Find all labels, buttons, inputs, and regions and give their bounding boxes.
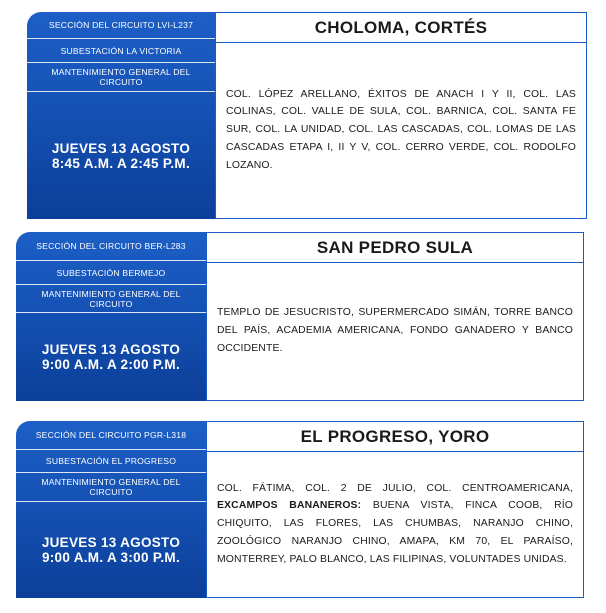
schedule: [27, 92, 215, 219]
affected-zones: COL. LÓPEZ ARELLANO, ÉXITOS DE ANACH I Y II, COL. LAS COLINAS, COL. VALLE DE SULA, COL. BARNICA, COL. SANTA FE SUR, COL. LA UNIDAD, COL. LAS CASCADAS, COL. LOMAS DE LAS CASCADAS ETAPA I, II Y V, COL. CERRO VERDE, COL. RODOLFO LOZANO.: [226, 88, 576, 171]
zones-group-label: EXCAMPOS BANANEROS:: [217, 500, 362, 512]
schedule-date: JUEVES 13 AGOSTO: [51, 140, 191, 156]
maintenance-type: MANTENIMIENTO GENERAL DEL CIRCUITO: [27, 63, 215, 92]
substation: SUBESTACIÓN LA VICTORIA: [27, 39, 215, 63]
zones-intro: COL. FÁTIMA, COL. 2 DE JULIO, COL. CENTROAMERICANA,: [217, 482, 573, 494]
schedule-time: 8:45 A.M. A 2:45 P.M.: [51, 155, 191, 171]
circuit-section: SECCIÓN DEL CIRCUITO BER-L283: [16, 232, 206, 261]
maintenance-type: MANTENIMIENTO GENERAL DEL CIRCUITO: [16, 285, 206, 313]
city-title: CHOLOMA, CORTÉS: [216, 13, 586, 43]
schedule-date: JUEVES 13 AGOSTO: [41, 342, 181, 357]
zones-list: BUENA VISTA, FINCA COOB, RÍO CHIQUITO, LAS FLORES, LAS CHUMBAS, NARANJO CHINO, ZOOLÓGICO NARANJO CHINO, AMAPA, KM 70, EL PARAÍSO, MONTERREY, PALO BLANCO, LAS FILIPINAS, VOLUNTADES UNIDAS.: [217, 500, 574, 565]
circuit-info-panel: [27, 12, 215, 219]
affected-zones: [217, 451, 573, 597]
schedule: [16, 313, 206, 401]
schedule-date: JUEVES 13 AGOSTO: [41, 535, 181, 550]
outage-card-choloma: [27, 12, 587, 219]
substation: SUBESTACIÓN BERMEJO: [16, 261, 206, 285]
affected-area-panel: [206, 421, 584, 598]
affected-area-panel: [206, 232, 584, 401]
schedule: [16, 502, 206, 598]
affected-zones: TEMPLO DE JESUCRISTO, SUPERMERCADO SIMÁN, TORRE BANCO DEL PAÍS, ACADEMIA AMERICANA, FONDO GANADERO Y BANCO OCCIDENTE.: [217, 307, 573, 354]
maintenance-type: MANTENIMIENTO GENERAL DEL CIRCUITO: [16, 473, 206, 502]
circuit-section: SECCIÓN DEL CIRCUITO LVI-L237: [27, 12, 215, 39]
circuit-info-panel: [16, 232, 206, 401]
outage-card-san-pedro-sula: [16, 232, 584, 401]
city-title: EL PROGRESO, YORO: [207, 422, 583, 452]
schedule-time: 9:00 A.M. A 2:00 P.M.: [41, 357, 181, 372]
substation: SUBESTACIÓN EL PROGRESO: [16, 450, 206, 473]
outage-card-el-progreso: [16, 421, 584, 598]
city-title: SAN PEDRO SULA: [207, 233, 583, 263]
circuit-info-panel: [16, 421, 206, 598]
circuit-section: SECCIÓN DEL CIRCUITO PGR-L318: [16, 421, 206, 450]
affected-area-panel: [215, 12, 587, 219]
schedule-time: 9:00 A.M. A 3:00 P.M.: [41, 550, 181, 565]
